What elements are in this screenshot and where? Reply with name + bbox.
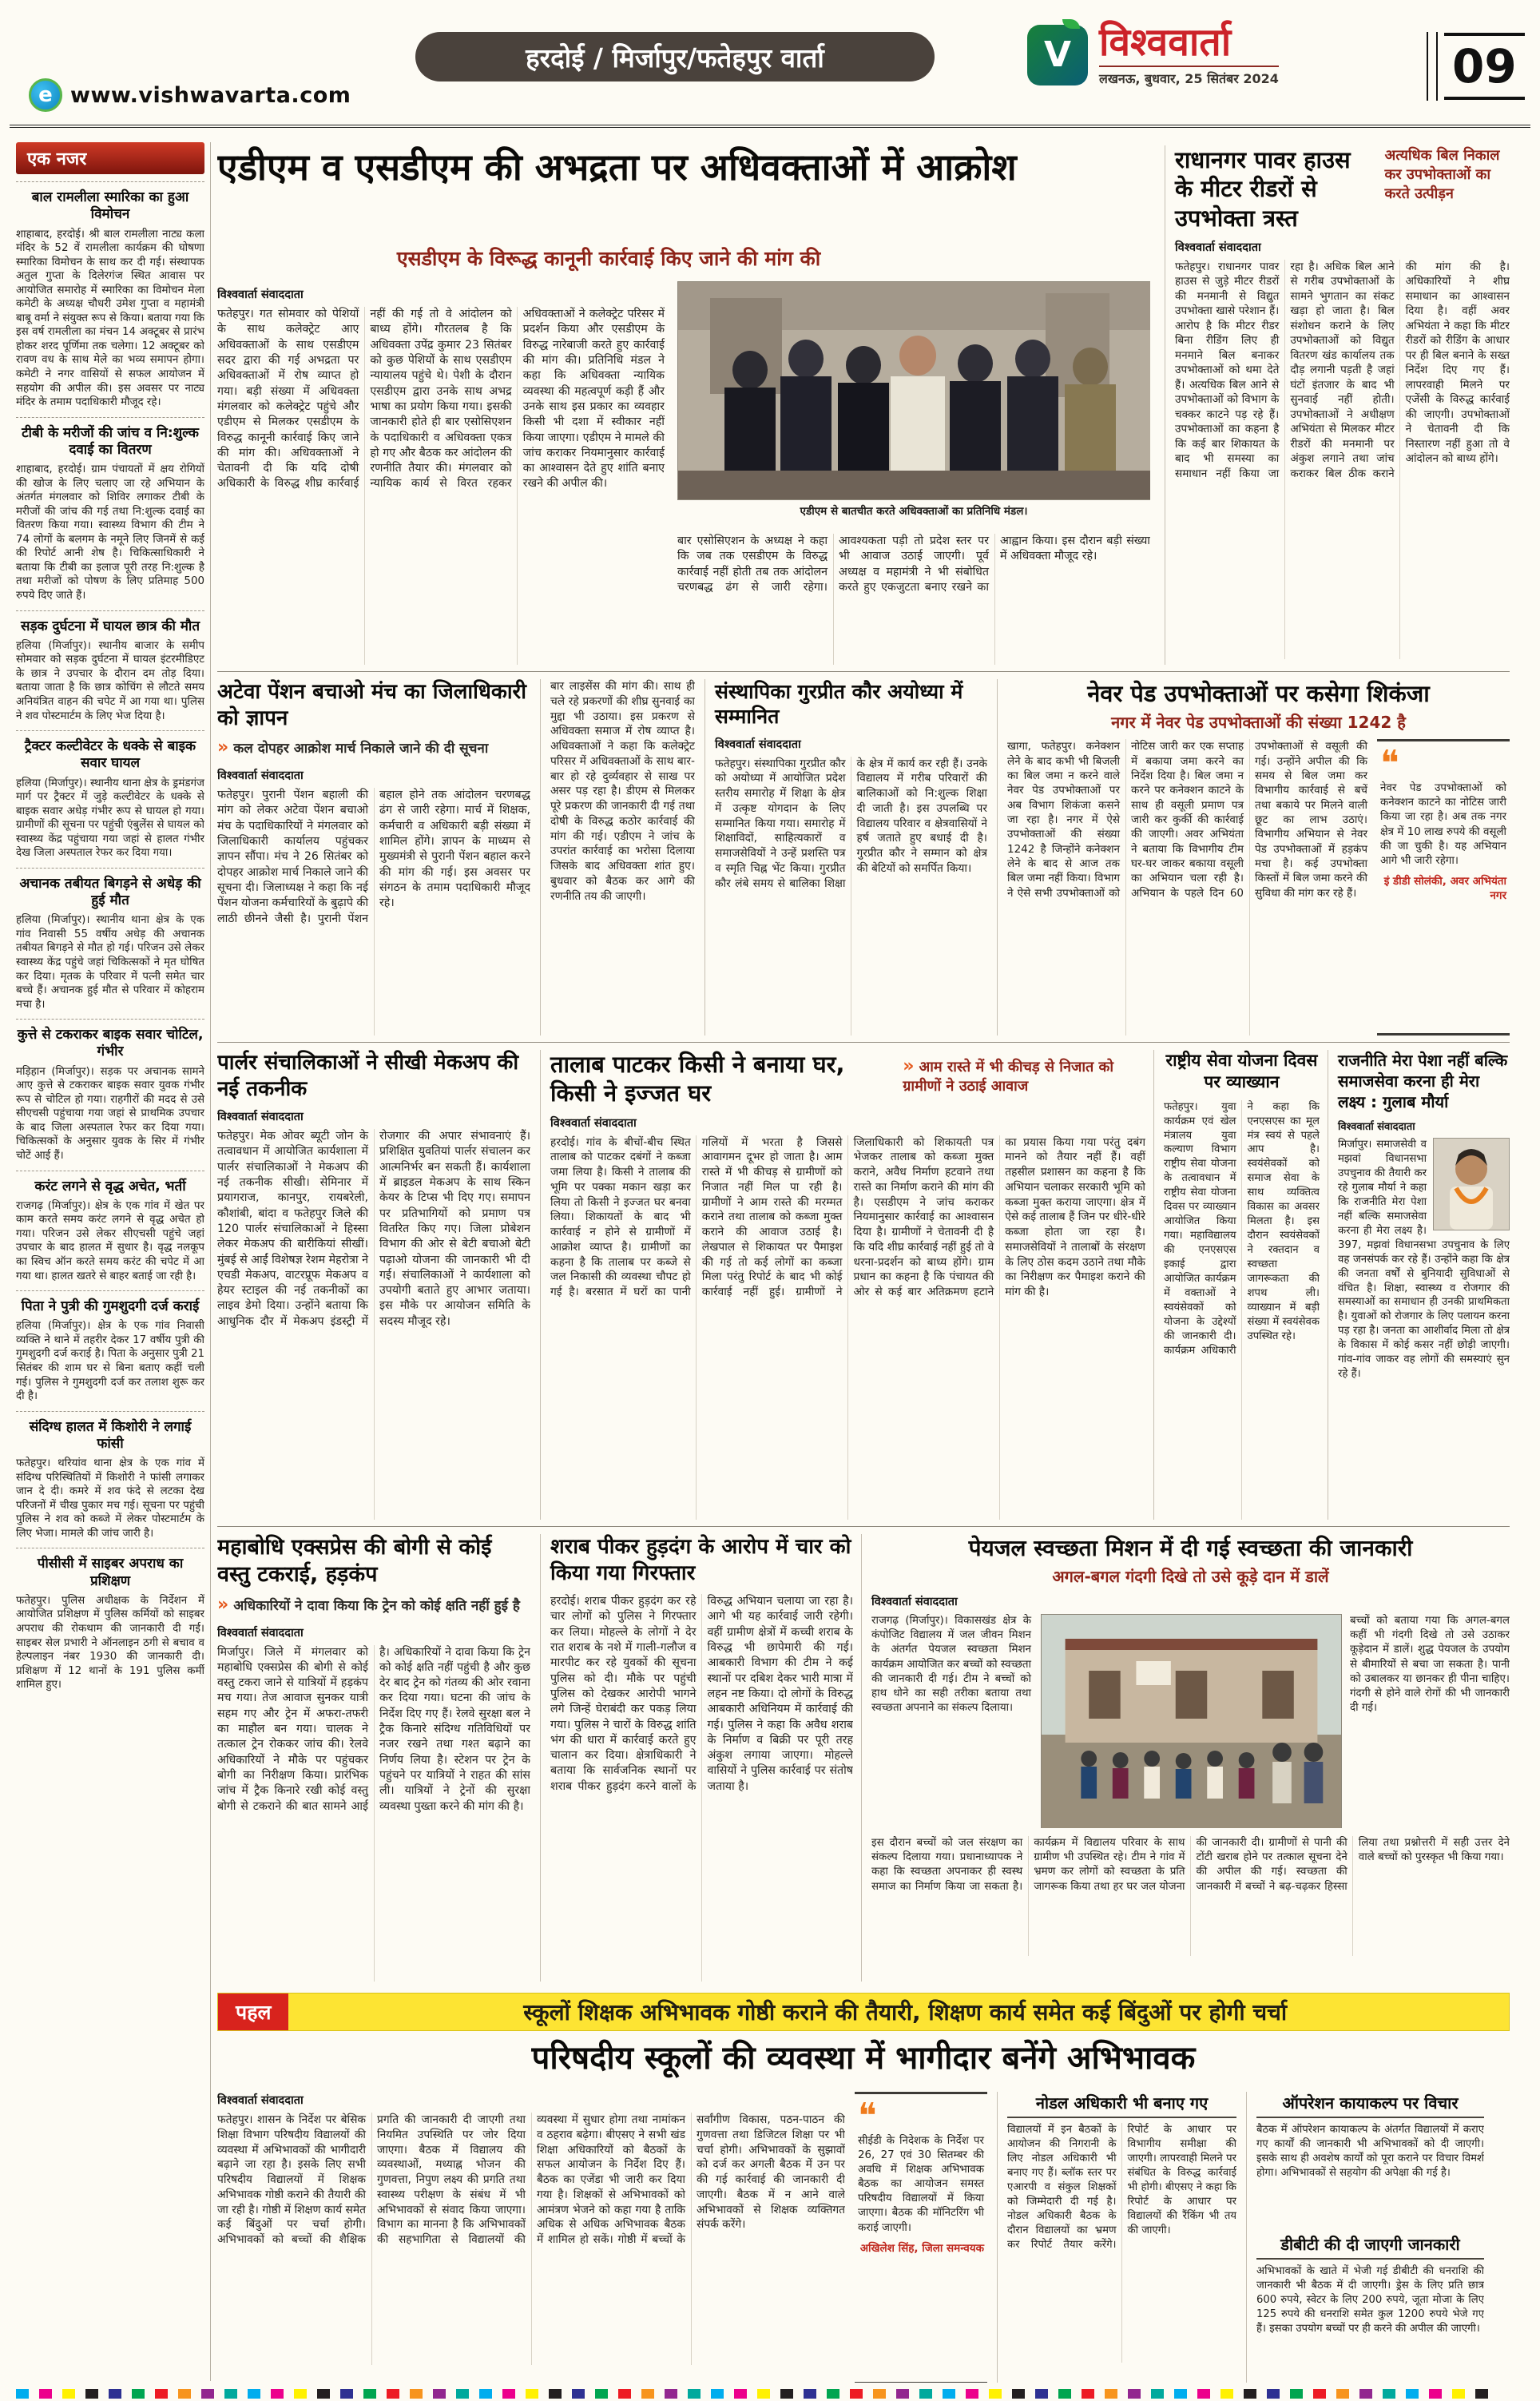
sidebar-item-body: हलिया (मिर्जापुर)। क्षेत्र के एक गांव निवासी व्यक्ति ने थाने में तहरीर देकर 17 वर्षीय पुत्री की गुमशुदगी दर्ज कराई है। पिता के अनुसार पुत्री 21 सितंबर की शाम घर से बिना बताए कहीं चली गई। पुलिस ने गुमशुदगी दर्ज कर तलाश शुरू कर दी है। bbox=[16, 1320, 204, 1403]
article-headline: राधानगर पावर हाउस के मीटर रीडरों से उपभोक्ता त्रस्त bbox=[1175, 146, 1351, 232]
sidebar-item-body: राजगढ़ (मिर्जापुर)। क्षेत्र के एक गांव में खेत पर काम करते समय करंट लगने से वृद्ध अचेत हो गया। परिजन उसे लेकर सीएचसी पहुंचे जहां उपचार के बाद हालत में सुधार है। वृद्ध नलकूप का स्विच ऑन करते समय करंट की चपेट में आ गया था। हालत खतरे से बाहर बताई जा रही है। bbox=[16, 1199, 204, 1282]
kicker-arrow-icon: » bbox=[217, 737, 229, 757]
sidebar-divider bbox=[210, 142, 211, 2381]
sidebar-item-headline: अचानक तबीयत बिगड़ने से अधेड़ की हुई मौत bbox=[19, 875, 201, 909]
school-main-column bbox=[217, 2092, 845, 2383]
sidebar-item-headline: टीबी के मरीजों की जांच व नि:शुल्क दवाई का वितरण bbox=[22, 424, 199, 458]
article-body: मिर्जापुर। जिले में मंगलवार को महाबोधि एक्सप्रेस की बोगी से कोई वस्तु टकरा जाने से यात्रियों में हड़कंप मच गया। तेज आवाज सुनकर यात्री सहम गए और ट्रेन में अफरा-तफरी का माहौल बन गया। चालक ने तत्काल ट्रेन रोककर जांच की। रेलवे अधिकारियों ने मौके पर पहुंचकर बोगी का निरीक्षण किया। प्रारंभिक जांच में ट्रैक किनारे रखी कोई वस्तु बोगी से टकराने की बात सामने आई है। अधिकारियों ने दावा किया कि ट्रेन को कोई क्षति नहीं पहुंची है और कुछ देर बाद ट्रेन को गंतव्य की ओर रवाना कर दिया गया। घटना की जांच के निर्देश दिए गए हैं। रेलवे सुरक्षा बल ने ट्रैक किनारे संदिग्ध गतिविधियों पर नजर रखने तथा गश्त बढ़ाने का निर्णय लिया है। स्टेशन पर ट्रेन के पहुंचने पर यात्रियों ने राहत की सांस ली। यात्रियों ने ट्रेनों की सुरक्षा व्यवस्था पुख्ता करने की मांग की है। bbox=[217, 1645, 530, 1813]
article-body-continued: बार एसोसिएशन के अध्यक्ष ने कहा कि जब तक एसडीएम के विरुद्ध कार्रवाई नहीं होती तब तक आंदोलन चरणबद्ध ढंग से जारी रहेगा। आवश्यकता पड़ी तो प्रदेश स्तर पर भी आवाज उठाई जाएगी। पूर्व अध्यक्ष व महामंत्री ने भी संबोधित करते हुए एकजुटता बनाए रखने का आह्वान किया। इस दौरान बड़ी संख्या में अधिवक्ता मौजूद रहे। bbox=[677, 535, 1150, 594]
sub-article-title: नोडल अधिकारी भी बनाए गए bbox=[1007, 2092, 1236, 2118]
sidebar-item-body: मड़िहान (मिर्जापुर)। सड़क पर अचानक सामने आए कुत्ते से टकराकर बाइक सवार युवक गंभीर रूप से चोटिल हो गया। राहगीरों की मदद से उसे सीएचसी पहुंचाया गया जहां से प्राथमिक उपचार के बाद जिला अस्पताल रेफर कर दिया गया। चिकित्सकों के अनुसार युवक के सिर में गंभीर चोटें आई हैं। bbox=[16, 1065, 204, 1162]
pension-article bbox=[217, 679, 530, 1036]
article-body: हरदोई। गांव के बीचों-बीच स्थित तालाब को पाटकर दबंगों ने कब्जा जमा लिया है। किसी ने तालाब की भूमि पर पक्का मकान खड़ा कर लिया तो किसी ने इज्जत घर बनवा लिया। शिकायतों के बाद भी कार्रवाई न होने से ग्रामीणों में आक्रोश व्याप्त है। ग्रामीणों का कहना है कि तालाब पर कब्जे से जल निकासी की व्यवस्था चौपट हो गई है। बरसात में घरों का पानी गलियों में भरता है जिससे आवागमन दूभर हो जाता है। आम रास्ते में भी कीचड़ से ग्रामीणों को निजात नहीं मिल पा रही है। ग्रामीणों ने आम रास्ते की मरम्मत कराने तथा तालाब को कब्जा मुक्त कराने की आवाज उठाई है। लेखपाल से शिकायत पर पैमाइश की गई तो कई लोगों का कब्जा मिला परंतु रिपोर्ट के बाद भी कोई कार्रवाई नहीं हुई। ग्रामीणों ने जिलाधिकारी को शिकायती पत्र भेजकर तालाब को कब्जा मुक्त कराने, अवैध निर्माण हटवाने तथा रास्ते का निर्माण कराने की मांग की है। एसडीएम ने जांच कराकर नियमानुसार कार्रवाई का आश्वासन दिया है। ग्रामीणों ने चेतावनी दी है कि यदि शीघ्र कार्रवाई नहीं हुई तो वे धरना-प्रदर्शन को बाध्य होंगे। ग्राम प्रधान का कहना है कि पंचायत की ओर से कई बार अतिक्रमण हटाने का प्रयास किया गया परंतु दबंग मानने को तैयार नहीं हैं। वहीं तहसील प्रशासन का कहना है कि अभियान चलाकर सरकारी भूमि को कब्जा मुक्त कराया जाएगा। क्षेत्र में ऐसे कई तालाब हैं जिन पर धीरे-धीरे कब्जा होता जा रहा है। समाजसेवियों ने तालाबों के संरक्षण के लिए ठोस कदम उठाने तथा मौके का निरीक्षण कर पैमाइश कराने की मांग की है। bbox=[550, 1135, 1145, 1298]
article-headline: पार्लर संचालिकाओं ने सीखी मेकअप की नई तकनीक bbox=[217, 1051, 519, 1101]
article-body: फतेहपुर। संस्थापिका गुरप्रीत कौर को अयोध्या में आयोजित प्रदेश स्तरीय समारोह में शिक्षा के क्षेत्र में उत्कृष्ट योगदान के लिए सम्मानित किया गया। समारोह में शिक्षाविदों, साहित्यकारों व समाजसेवियों ने उन्हें प्रशस्ति पत्र व स्मृति चिह्न भेंट किया। गुरप्रीत कौर लंबे समय से बालिका शिक्षा के क्षेत्र में कार्य कर रही हैं। उनके विद्यालय में गरीब परिवारों की बालिकाओं को नि:शुल्क शिक्षा दी जाती है। इस उपलब्धि पर विद्यालय परिवार व क्षेत्रवासियों ने हर्ष जताते हुए बधाई दी है। गुरप्रीत कौर ने सम्मान को क्षेत्र की बेटियों को समर्पित किया। bbox=[715, 757, 987, 890]
article-byline: विश्ववार्ता संवाददाता bbox=[871, 1596, 958, 1608]
article-headline: पेयजल स्वच्छता मिशन में दी गई स्वच्छता की जानकारी bbox=[968, 1535, 1413, 1561]
sidebar-item-headline: बाल रामलीला स्मारिका का हुआ विमोचन bbox=[31, 189, 189, 223]
initiative-band bbox=[217, 1993, 1510, 2031]
masthead-dateline: लखनऊ, बुधवार, 25 सितंबर 2024 bbox=[1099, 66, 1279, 87]
article-body: खागा, फतेहपुर। कनेक्शन लेने के बाद कभी भी बिजली का बिल जमा न करने वाले नेवर पेड उपभोक्ताओं पर अब विभाग शिकंजा कसने जा रहा है। नगर में ऐसे उपभोक्ताओं की संख्या 1242 है जिन्होंने कनेक्शन लेने के बाद से आज तक बिल जमा नहीं किया। विभाग ने ऐसे सभी उपभोक्ताओं को नोटिस जारी कर एक सप्ताह में बकाया जमा करने का निर्देश दिया है। बिल जमा न करने पर कनेक्शन काटने के साथ ही वसूली प्रमाण पत्र जारी कर कुर्की की कार्रवाई की जाएगी। अवर अभियंता ने बताया कि विभागीय टीम घर-घर जाकर बकाया वसूली का अभियान चला रही है। अभियान के पहले दिन 60 उपभोक्ताओं से वसूली की गई। उन्होंने अपील की कि समय से बिल जमा कर विभागीय कार्रवाई से बचें तथा बकाये पर मिलने वाली छूट का लाभ उठाएं। विभागीय अभियान से नेवर पेड उपभोक्ताओं में हड़कंप मचा है। कई उपभोक्ता किस्तों में बिल जमा करने की सुविधा की मांग कर रहे हैं। bbox=[1007, 740, 1367, 900]
masthead-title: विश्ववार्ता bbox=[1099, 20, 1232, 65]
article-subhead: नगर में नेवर पेड उपभोक्ताओं की संख्या 1242 है bbox=[1111, 713, 1406, 733]
article-body: मिर्जापुर। समाजसेवी व मझवां विधानसभा उपचुनाव की तैयारी कर रहे गुलाब मौर्या ने कहा कि राजनीति मेरा पेशा नहीं बल्कि समाजसेवा करना ही मेरा लक्ष्य है। 397, मझवां विधानसभा उपचुनाव के लिए वह जनसंपर्क कर रहे हैं। उन्होंने कहा कि क्षेत्र की जनता वर्षों से बुनियादी सुविधाओं से वंचित है। शिक्षा, स्वास्थ्य व रोजगार की समस्याओं का समाधान ही उनकी प्राथमिकता है। युवाओं को रोजगार के लिए पलायन करना पड़ रहा है। जनता का आशीर्वाद मिला तो क्षेत्र के विकास में कोई कसर नहीं छोड़ी जाएगी। गांव-गांव जाकर वह लोगों की समस्याएं सुन रहे हैं। bbox=[1338, 1139, 1510, 1381]
sidebar-news-item bbox=[16, 1171, 204, 1284]
article-headline: संस्थापिका गुरप्रीत कौर अयोध्या में सम्मानित bbox=[715, 680, 963, 729]
sidebar-title: एक नजर bbox=[16, 142, 204, 174]
article-byline: विश्ववार्ता संवाददाता bbox=[715, 737, 801, 751]
sidebar-item-headline: पिता ने पुत्री की गुमशुदगी दर्ज कराई bbox=[21, 1298, 200, 1315]
article-byline: विश्ववार्ता संवाददाता bbox=[550, 1116, 637, 1130]
initiative-label: पहल bbox=[218, 1994, 288, 2030]
quote-author: इं डीडी सोलंकी, अवर अभियंता नगर bbox=[1383, 874, 1506, 902]
sub-article-title: डीबीटी की दी जाएगी जानकारी bbox=[1256, 2233, 1484, 2260]
water-article bbox=[861, 1534, 1510, 1982]
sidebar-news-item bbox=[16, 868, 204, 1012]
sidebar-item-headline: करंट लगने से वृद्ध अचेत, भर्ती bbox=[34, 1178, 186, 1195]
article-subhead: एसडीएम के विरूद्ध कानूनी कार्रवाई किए जाने की मांग की bbox=[396, 247, 821, 270]
sidebar-news-item bbox=[16, 1548, 204, 1691]
leaf-icon bbox=[1062, 19, 1080, 29]
school-article bbox=[217, 2039, 1510, 2383]
print-color-strip bbox=[16, 2389, 1524, 2399]
kicker-arrow-icon: » bbox=[217, 1594, 229, 1615]
article-byline: विश्ववार्ता संवाददाता bbox=[217, 288, 304, 301]
sidebar-news-item bbox=[16, 417, 204, 603]
article-byline: विश्ववार्ता संवाददाता bbox=[217, 769, 304, 782]
row-divider bbox=[217, 1042, 1510, 1043]
pull-quote bbox=[1377, 739, 1510, 1036]
article-kicker: » अधिकारियों ने दावा किया कि ट्रेन को कोई क्षति नहीं हुई है bbox=[217, 1594, 520, 1615]
article-body: फतेहपुर। शासन के निर्देश पर बेसिक शिक्षा विभाग परिषदीय विद्यालयों की व्यवस्था में अभिभावकों की भागीदारी बढ़ाने जा रहा है। इसके लिए सभी परिषदीय विद्यालयों में शिक्षक अभिभावक गोष्ठी कराने की तैयारी की जा रही है। गोष्ठी में शिक्षण कार्य समेत कई बिंदुओं पर चर्चा होगी। अभिभावकों को बच्चों की शैक्षिक प्रगति की जानकारी दी जाएगी तथा नियमित उपस्थिति पर जोर दिया जाएगा। बैठक में विद्यालय की व्यवस्थाओं, मध्याह्न भोजन की गुणवत्ता, निपुण लक्ष्य की प्रगति तथा स्वास्थ्य परीक्षण के संबंध में भी अभिभावकों से संवाद किया जाएगा। विभाग का मानना है कि अभिभावकों की सहभागिता से विद्यालयों की व्यवस्था में सुधार होगा तथा नामांकन व ठहराव बढ़ेगा। बीएसए ने सभी खंड शिक्षा अधिकारियों को बैठकों के सफल आयोजन के निर्देश दिए हैं। बैठक का एजेंडा भी जारी कर दिया गया है। शिक्षकों से अभिभावकों को आमंत्रण भेजने को कहा गया है ताकि अधिक से अधिक अभिभावक बैठक में शामिल हो सकें। गोष्ठी में बच्चों के सर्वांगीण विकास, पठन-पाठन की गुणवत्ता तथा डिजिटल शिक्षा पर भी चर्चा होगी। अभिभावकों के सुझावों को दर्ज कर अगली बैठक में उन पर की गई कार्रवाई की जानकारी दी जाएगी। बैठक में न आने वाले अभिभावकों से शिक्षक व्यक्तिगत संपर्क करेंगे। bbox=[217, 2113, 845, 2246]
article-kicker: » कल दोपहर आक्रोश मार्च निकाले जाने की दी सूचना bbox=[217, 737, 489, 757]
liquor-article bbox=[540, 1534, 853, 1982]
sub-article-body: बैठक में ऑपरेशन कायाकल्प के अंतर्गत विद्यालयों में कराए गए कार्यों की जानकारी भी अभिभावकों को दी जाएगी। इसके साथ ही अवशेष कार्यों को पूरा कराने पर विचार विमर्श होगा। अभिभावकों से सहयोग की अपेक्षा की गई है। bbox=[1256, 2124, 1484, 2179]
article-headline: नेवर पेड उपभोक्ताओं पर कसेगा शिकंजा bbox=[1087, 680, 1430, 707]
article-headline: अटेवा पेंशन बचाओ मंच का जिलाधिकारी को ज्ञापन bbox=[217, 680, 526, 730]
quote-author: अखिलेश सिंह, जिला समन्वयक bbox=[859, 2241, 984, 2255]
row-divider bbox=[217, 1526, 1510, 1527]
quote-text: सीईडी के निदेशक के निर्देश पर 26, 27 एवं 30 सितम्बर की अवधि में शिक्षक अभिभावक बैठक का आयोजन समस्त परिषदीय विद्यालयों में किया जाएगा। बैठक की मॉनिटरिंग भी कराई जाएगी। bbox=[858, 2135, 984, 2234]
sidebar-item-body: शाहाबाद, हरदोई। ग्राम पंचायतों में क्षय रोगियों की खोज के लिए चलाए जा रहे अभियान के अंतर्गत मंगलवार को शिविर लगाकर टीबी के मरीजों की जांच की गई तथा नि:शुल्क दवाई का वितरण किया गया। स्वास्थ्य विभाग की टीम ने 74 लोगों के बलगम के नमूने लिए जिनमें से कई की रिपोर्ट आनी शेष है। चिकित्साधिकारी ने बताया कि टीबी का इलाज पूरी तरह नि:शुल्क है तथा मरीजों को पोषण के लिए प्रतिमाह 500 रुपये दिए जाते हैं। bbox=[16, 463, 204, 602]
lead-article bbox=[217, 145, 1150, 665]
lead-photo-image bbox=[677, 281, 1150, 500]
article-body: फतेहपुर। युवा कार्यक्रम एवं खेल मंत्रालय युवा कल्याण विभाग राष्ट्रीय सेवा योजना के तत्वावधान में राष्ट्रीय सेवा योजना दिवस पर व्याख्यान आयोजित किया गया। महाविद्यालय की एनएसएस इकाई द्वारा आयोजित कार्यक्रम में वक्ताओं ने स्वयंसेवकों को योजना के उद्देश्यों की जानकारी दी। कार्यक्रम अधिकारी ने कहा कि एनएसएस का मूल मंत्र स्वयं से पहले आप है। स्वयंसेवकों को समाज सेवा के साथ व्यक्तित्व विकास का अवसर मिलता है। इस दौरान स्वयंसेवकों ने रक्तदान व स्वच्छता जागरूकता की शपथ ली। व्याख्यान में बड़ी संख्या में स्वयंसेवक उपस्थित रहे। bbox=[1164, 1100, 1320, 1357]
sidebar-news-item bbox=[16, 1019, 204, 1163]
sidebar-news-item bbox=[16, 730, 204, 861]
article-body: फतेहपुर। मेक ओवर ब्यूटी जोन के तत्वावधान में आयोजित कार्यशाला में पार्लर संचालिकाओं ने मेकअप की नई तकनीक सीखी। सेमिनार में प्रयागराज, कानपुर, रायबरेली, कौशांबी, बांदा व फतेहपुर जिले की 120 पार्लर संचालिकाओं ने हिस्सा लेकर मेकअप की बारीकियां सीखीं। मुंबई से आईं विशेषज्ञ रेशम मेहरोत्रा ने एचडी मेकअप, वाटरप्रूफ मेकअप व हेयर स्टाइल की नई तकनीकों का लाइव डेमो दिया। उन्होंने बताया कि आधुनिक दौर में मेकअप इंडस्ट्री में रोजगार की अपार संभावनाएं हैं। प्रशिक्षित युवतियां पार्लर संचालन कर आत्मनिर्भर बन सकती हैं। कार्यशाला में ब्राइडल मेकअप के साथ स्किन केयर के टिप्स भी दिए गए। समापन पर प्रतिभागियों को प्रमाण पत्र वितरित किए गए। जिला प्रोबेशन विभाग की ओर से बेटी बचाओ बेटी पढ़ाओ योजना की जानकारी भी दी गई। संचालिकाओं ने कार्यशाला को उपयोगी बताते हुए आभार जताया। इस मौके पर आयोजन समिति के सदस्य मौजूद रहे। bbox=[217, 1130, 530, 1328]
neverpaid-article bbox=[997, 679, 1510, 1036]
site-logo bbox=[29, 78, 351, 112]
article-byline: विश्ववार्ता संवाददाता bbox=[217, 1626, 304, 1640]
sidebar-item-headline: कुत्ते से टकराकर बाइक सवार चोटिल, गंभीर bbox=[17, 1027, 204, 1060]
article-headline: परिषदीय स्कूलों की व्यवस्था में भागीदार बनेंगे अभिभावक bbox=[531, 2040, 1196, 2077]
school-right-column bbox=[1246, 2092, 1484, 2383]
sidebar-item-body: शाहाबाद, हरदोई। श्री बाल रामलीला नाट्य कला मंदिर के 52 वें रामलीला कार्यक्रम की घोषणा स्मारिका विमोचन के साथ कर दी गई। संस्थापक अतुल गुप्ता के दिलेरगंज स्थित आवास पर आयोजित समारोह में स्मारिका का विमोचन मेला कमेटी के अध्यक्ष चौधरी उमेश गुप्ता व महामंत्री बाबू वर्मा ने संयुक्त रूप से किया। बताया गया कि इस वर्ष रामलीला का मंचन 14 अक्टूबर से प्रारंभ होकर शरद पूर्णिमा तक चलेगा। 12 अक्टूबर को रावण वध के साथ मेले का भव्य समापन होगा। कमेटी ने नगर वासियों से सफल आयोजन में सहयोग की अपील की। इस अवसर पर नाट्य मंदिर के तमाम पदाधिकारी मौजूद रहे। bbox=[16, 228, 204, 409]
article-byline: विश्ववार्ता संवाददाता bbox=[1338, 1121, 1415, 1133]
sidebar-news-item bbox=[16, 181, 204, 410]
sidebar-item-headline: ट्रैक्टर कल्टीवेटर के धक्के से बाइक सवार घायल bbox=[24, 738, 196, 772]
sidebar-item-body: फतेहपुर। थरियांव थाना क्षेत्र के एक गांव में संदिग्ध परिस्थितियों में किशोरी ने फांसी लगाकर जान दे दी। कमरे में शव फंदे से लटका देख परिजनों में चीख पुकार मच गई। सूचना पर पहुंची पुलिस ने शव को कब्जे में लेकर पोस्टमार्टम के लिए भेजा। मामले की जांच जारी है। bbox=[16, 1457, 204, 1540]
sidebar-news-item bbox=[16, 1290, 204, 1404]
article-body: फतेहपुर। गत सोमवार को पेशियों के साथ कलेक्ट्रेट आए अधिवक्ताओं के साथ एसडीएम सदर द्वारा की गई अभद्रता पर अधिवक्ताओं में रोष व्याप्त हो गया। बड़ी संख्या में अधिवक्ता मंगलवार को कलेक्ट्रेट पहुंचे और एडीएम से मिलकर एसडीएम के विरुद्ध कानूनी कार्रवाई किए जाने की मांग की। अधिवक्ताओं ने चेतावनी दी कि यदि दोषी अधिकारी के विरुद्ध शीघ्र कार्रवाई नहीं की गई तो वे आंदोलन को बाध्य होंगे। गौरतलब है कि अधिवक्ता उपेंद्र कुमार 23 सितंबर को कुछ पेशियों के साथ एसडीएम न्यायालय पहुंचे थे। पेशी के दौरान एसडीएम द्वारा उनके साथ अभद्र भाषा का प्रयोग किया गया। इसकी जानकारी होते ही बार एसोसिएशन के पदाधिकारी व अधिवक्ता एकत्र हो गए और बैठक कर आंदोलन की रणनीति तैयार की। मंगलवार को न्यायिक कार्य से विरत रहकर अधिवक्ताओं ने कलेक्ट्रेट परिसर में प्रदर्शन किया और एसडीएम के विरुद्ध नारेबाजी करते हुए कार्रवाई की मांग की। प्रतिनिधि मंडल ने कहा कि अधिवक्ता न्यायिक व्यवस्था की महत्वपूर्ण कड़ी हैं और उनके साथ इस प्रकार का व्यवहार किसी भी दशा में स्वीकार नहीं किया जाएगा। एडीएम ने मामले की जांच कराकर नियमानुसार कार्रवाई का आश्वासन देते हुए शांति बनाए रखने की अपील की। bbox=[217, 308, 665, 491]
pull-quote bbox=[855, 2092, 987, 2383]
article-body: बार लाइसेंस की मांग की। साथ ही चले रहे प्रकरणों की शीघ्र सुनवाई का मुद्दा भी उठाया। इस प्रकरण से अधिवक्ता समाज में रोष व्याप्त है। अधिवक्ताओं ने कहा कि कलेक्ट्रेट परिसर में अधिवक्ताओं के साथ बार-बार हो रहे दुर्व्यवहार से साख पर असर पड़ रहा है। डीएम से मिलकर पूरे प्रकरण की जानकारी दी गई तथा दोषी के विरुद्ध कठोर कार्रवाई की मांग की गई। एडीएम ने जांच के उपरांत कार्रवाई का भरोसा दिलाया जिसके बाद अधिवक्ता शांत हुए। बुधवार को बैठक कर आगे की रणनीति तय की जाएगी। bbox=[550, 680, 695, 903]
row-divider bbox=[217, 671, 1510, 672]
page-number: 09 bbox=[1427, 32, 1525, 101]
gulab-article bbox=[1328, 1050, 1510, 1520]
sidebar-item-headline: पीसीसी में साइबर अपराध का प्रशिक्षण bbox=[37, 1556, 184, 1589]
article-byline: विश्ववार्ता संवाददाता bbox=[217, 2094, 304, 2107]
article-body: फतेहपुर। राधानगर पावर हाउस से जुड़े मीटर रीडरों की मनमानी से विद्युत उपभोक्ता खासे परेशान हैं। आरोप है कि मीटर रीडर बिना रीडिंग लिए ही मनमाने बिल बनाकर उपभोक्ताओं को थमा देते हैं। अत्यधिक बिल आने से उपभोक्ताओं को विभाग के चक्कर काटने पड़ रहे हैं। उपभोक्ताओं का कहना है कि कई बार शिकायत के बाद भी समस्या का समाधान नहीं किया जा रहा है। अधिक बिल आने से गरीब उपभोक्ताओं के सामने भुगतान का संकट खड़ा हो जाता है। बिल संशोधन कराने के लिए उपभोक्ताओं को विद्युत वितरण खंड कार्यालय तक दौड़ लगानी पड़ती है जहां घंटों इंतजार के बाद भी सुनवाई नहीं होती। उपभोक्ताओं ने अधीक्षण अभियंता से मिलकर मीटर रीडरों की मनमानी पर अंकुश लगाने तथा जांच कराकर बिल ठीक कराने की मांग की है। अधिकारियों ने शीघ्र समाधान का आश्वासन दिया है। वहीं अवर अभियंता ने कहा कि मीटर रीडरों को रीडिंग के आधार पर ही बिल बनाने के सख्त निर्देश दिए गए हैं। लापरवाही मिलने पर एजेंसी के विरुद्ध कार्रवाई की जाएगी। उपभोक्ताओं ने चेतावनी दी कि निस्तारण नहीं हुआ तो वे आंदोलन को बाध्य होंगे। bbox=[1175, 260, 1510, 480]
header-rule bbox=[10, 125, 1530, 128]
sidebar-news-item bbox=[16, 1411, 204, 1541]
article-byline: विश्ववार्ता संवाददाता bbox=[217, 1111, 304, 1123]
globe-icon: e bbox=[29, 78, 62, 112]
power-article bbox=[1165, 145, 1510, 665]
sub-article-body: विद्यालयों में इन बैठकों के आयोजन की निगरानी के लिए नोडल अधिकारी भी बनाए गए हैं। ब्लॉक स्तर पर एआरपी व संकुल शिक्षकों को जिम्मेदारी दी गई है। नोडल अधिकारी बैठक के दौरान विद्यालयों का भ्रमण कर रिपोर्ट तैयार करेंगे। रिपोर्ट के आधार पर विभागीय समीक्षा की जाएगी। लापरवाही मिलने पर संबंधित के विरुद्ध कार्रवाई भी होगी। बीएसए ने कहा कि रिपोर्ट के आधार पर विद्यालयों की रैंकिंग भी तय की जाएगी। bbox=[1007, 2124, 1236, 2251]
article-byline: विश्ववार्ता संवाददाता bbox=[1175, 240, 1261, 254]
quote-mark-icon: ❝ bbox=[858, 2096, 877, 2137]
article-subhead: अगल-बगल गंदगी दिखे तो उसे कूड़े दान में डालें bbox=[1052, 1567, 1329, 1586]
article-subhead: अत्यधिक बिल निकाल कर उपभोक्ताओं का करते उत्पीड़न bbox=[1384, 147, 1500, 202]
sub-article-body: अभिभावकों के खाते में भेजी गई डीबीटी की धनराशि की जानकारी भी बैठक में दी जाएगी। ड्रेस के लिए प्रति छात्र 600 रुपये, स्वेटर के लिए 200 रुपये, जूता मोजा के लिए 125 रुपये की धनराशि समेत कुल 1200 रुपये भेजे गए हैं। इसका उपयोग बच्चों पर ही करने की अपील की जाएगी। bbox=[1256, 2265, 1484, 2335]
article-body: बच्चों को बताया गया कि अगल-बगल कहीं भी गंदगी दिखे तो उसे उठाकर कूड़ेदान में डालें। शुद्ध पेयजल के उपयोग से बीमारियों से बचा जा सकता है। पानी को उबालकर या छानकर ही पीना चाहिए। गंदगी से होने वाले रोगों की भी जानकारी दी गई। bbox=[1350, 1615, 1510, 1715]
mahabodhi-article bbox=[217, 1534, 530, 1982]
lead-continuation-column bbox=[540, 679, 695, 1036]
edition-band: हरदोई / मिर्जापुर/फतेहपुर वार्ता bbox=[415, 32, 935, 81]
page-header bbox=[0, 0, 1540, 136]
gulab-maurya-photo bbox=[1433, 1138, 1510, 1230]
website-url: www.vishwavarta.com bbox=[70, 82, 351, 108]
article-body: हरदोई। शराब पीकर हुड़दंग कर रहे चार लोगों को पुलिस ने गिरफ्तार कर लिया। मोहल्ले के लोगों ने देर रात शराब के नशे में गाली-गलौज व मारपीट कर रहे युवकों की सूचना पुलिस को दी। मौके पर पहुंची पुलिस को देखकर आरोपी भागने लगे जिन्हें घेराबंदी कर पकड़ लिया गया। पुलिस ने चारों के विरुद्ध शांति भंग की धारा में कार्रवाई करते हुए चालान कर दिया। क्षेत्राधिकारी ने बताया कि सार्वजनिक स्थानों पर शराब पीकर हुड़दंग करने वालों के विरुद्ध अभियान चलाया जा रहा है। आगे भी यह कार्रवाई जारी रहेगी। वहीं ग्रामीण क्षेत्रों में कच्ची शराब के विरुद्ध भी छापेमारी की गई। आबकारी विभाग की टीम ने कई स्थानों पर दबिश देकर भारी मात्रा में लहन नष्ट किया। दो लोगों के विरुद्ध आबकारी अधिनियम में कार्रवाई की गई। पुलिस ने कहा कि अवैध शराब के निर्माण व बिक्री पर पूरी तरह अंकुश लगाया जाएगा। मोहल्ले वासियों ने पुलिस कार्रवाई पर संतोष जताया है। bbox=[550, 1595, 853, 1793]
water-mission-photo bbox=[1041, 1614, 1342, 1828]
gurpreet-article bbox=[705, 679, 987, 1036]
sidebar-item-body: हलिया (मिर्जापुर)। स्थानीय बाजार के समीप सोमवार को सड़क दुर्घटना में घायल इंटरमीडिएट के छात्र ने उपचार के दौरान दम तोड़ दिया। बताया जाता है कि छात्र कोचिंग से लौटते समय अनियंत्रित वाहन की चपेट में आ गया था। पुलिस ने शव पोस्टमार्टम के लिए भेज दिया है। bbox=[16, 639, 204, 722]
page-number-bars-icon bbox=[1427, 32, 1438, 101]
nss-article bbox=[1153, 1050, 1320, 1520]
sidebar-news-item bbox=[16, 610, 204, 724]
article-body: फतेहपुर। पुरानी पेंशन बहाली की मांग को लेकर अटेवा पेंशन बचाओ मंच के पदाधिकारियों ने मंगलवार को जिलाधिकारी कार्यालय पहुंचकर ज्ञापन सौंपा। मंच ने 26 सितंबर को दोपहर आक्रोश मार्च निकाले जाने की सूचना दी। जिलाध्यक्ष ने कहा कि नई पेंशन योजना कर्मचारियों के बुढ़ापे की लाठी छीनने जैसी है। पुरानी पेंशन बहाल होने तक आंदोलन चरणबद्ध ढंग से जारी रहेगा। मार्च में शिक्षक, कर्मचारी व अधिकारी बड़ी संख्या में शामिल होंगे। ज्ञापन के माध्यम से मुख्यमंत्री से पुरानी पेंशन बहाल करने की मांग की गई। इस अवसर पर संगठन के तमाम पदाधिकारी मौजूद रहे। bbox=[217, 789, 530, 925]
sidebar-item-body: हलिया (मिर्जापुर)। स्थानीय थाना क्षेत्र के एक गांव निवासी 55 वर्षीय अधेड़ की अचानक तबीयत बिगड़ने से मौत हो गई। परिजन उसे लेकर स्वास्थ्य केंद्र पहुंचे जहां चिकित्सकों ने मृत घोषित कर दिया। मृतक के परिवार में पत्नी समेत चार बच्चे हैं। अचानक हुई मौत से परिवार में कोहराम मचा है। bbox=[16, 914, 204, 1011]
initiative-headline: स्कूलों शिक्षक अभिभावक गोष्ठी कराने की तैयारी, शिक्षण कार्य समेत कई बिंदुओं पर होगी चर्चा bbox=[523, 1999, 1288, 2025]
article-headline: महाबोधि एक्सप्रेस की बोगी से कोई वस्तु टकराई, हड़कंप bbox=[217, 1535, 492, 1587]
article-headline: राजनीति मेरा पेशा नहीं बल्कि समाजसेवा करना ही मेरा लक्ष्य : गुलाब मौर्या bbox=[1338, 1051, 1508, 1111]
masthead-logo-icon: V bbox=[1027, 25, 1088, 85]
quote-mark-icon: ❝ bbox=[1380, 743, 1399, 785]
sidebar-item-body: हलिया (मिर्जापुर)। स्थानीय थाना क्षेत्र के ड्रमंडगंज मार्ग पर ट्रैक्टर में जुड़े कल्टीवेटर के धक्के से बाइक सवार अधेड़ गंभीर रूप से घायल हो गया। ग्रामीणों की सूचना पर पहुंची एंबुलेंस से घायल को स्वास्थ्य केंद्र पहुंचाया गया जहां से हालत गंभीर देख जिला अस्पताल रेफर कर दिया गया। bbox=[16, 777, 204, 860]
lead-photo-caption: एडीएम से बातचीत करते अधिवक्ताओं का प्रतिनिधि मंडल। bbox=[800, 505, 1028, 518]
article-headline: एडीएम व एसडीएम की अभद्रता पर अधिवक्ताओं में आक्रोश bbox=[217, 145, 1017, 189]
masthead bbox=[1027, 22, 1279, 87]
lead-photo bbox=[677, 281, 1150, 521]
article-headline: शराब पीकर हुड़दंग के आरोप में चार को किया गया गिरफ्तार bbox=[550, 1535, 851, 1585]
sidebar-item-headline: सड़क दुर्घटना में घायल छात्र की मौत bbox=[20, 618, 200, 634]
pond-article bbox=[540, 1050, 1145, 1520]
sidebar-ek-najar bbox=[16, 142, 204, 2381]
sidebar-item-headline: संदिग्ध हालत में किशोरी ने लगाई फांसी bbox=[29, 1418, 192, 1452]
quote-text: नेवर पेड उपभोक्ताओं को कनेक्शन काटने का नोटिस जारी किया जा रहा है। अब तक नगर क्षेत्र में 10 लाख रुपये की वसूली की जा चुकी है। यह अभियान आगे भी जारी रहेगा। bbox=[1380, 782, 1506, 867]
article-headline: राष्ट्रीय सेवा योजना दिवस पर व्याख्यान bbox=[1165, 1051, 1318, 1092]
article-body: इस दौरान बच्चों को जल संरक्षण का संकल्प दिलाया गया। प्रधानाध्यापक ने कहा कि स्वच्छता अपनाकर ही स्वस्थ समाज का निर्माण किया जा सकता है। कार्यक्रम में विद्यालय परिवार के साथ ग्रामीण भी उपस्थित रहे। टीम ने गांव में भ्रमण कर लोगों को स्वच्छता के प्रति जागरूक किया तथा हर घर जल योजना की जानकारी दी। ग्रामीणों से पानी की टोंटी खराब होने पर तत्काल सूचना देने की अपील की गई। स्वच्छता की जानकारी में बच्चों ने बढ़-चढ़कर हिस्सा लिया तथा प्रश्नोत्तरी में सही उत्तर देने वाले बच्चों को पुरस्कृत भी किया गया। bbox=[871, 1837, 1510, 1893]
sub-article-title: ऑपरेशन कायाकल्प पर विचार bbox=[1256, 2092, 1484, 2118]
sidebar-item-body: फतेहपुर। पुलिस अधीक्षक के निर्देशन में आयोजित प्रशिक्षण में पुलिस कर्मियों को साइबर अपराध की रोकथाम की जानकारी दी गई। साइबर सेल प्रभारी ने ऑनलाइन ठगी से बचाव व हेल्पलाइन नंबर 1930 की जानकारी दी। प्रशिक्षण में 12 थानों के 191 पुलिस कर्मी शामिल हुए। bbox=[16, 1594, 204, 1691]
article-kicker: » आम रास्ते में भी कीचड़ से निजात को ग्रामीणों ने उठाई आवाज bbox=[903, 1056, 1113, 1095]
parlour-article bbox=[217, 1050, 530, 1520]
school-nodal-column bbox=[997, 2092, 1236, 2383]
kicker-arrow-icon: » bbox=[903, 1056, 915, 1076]
article-body: राजगढ़ (मिर्जापुर)। विकासखंड क्षेत्र के कंपोजिट विद्यालय में जल जीवन मिशन के अंतर्गत पेयजल स्वच्छता मिशन कार्यक्रम आयोजित कर बच्चों को स्वच्छता की जानकारी दी गई। टीम ने बच्चों को हाथ धोने का सही तरीका बताया तथा स्वच्छता अपनाने का संकल्प दिलाया। bbox=[871, 1615, 1031, 1715]
article-headline: तालाब पाटकर किसी ने बनाया घर, किसी ने इज्जत घर bbox=[550, 1051, 845, 1107]
